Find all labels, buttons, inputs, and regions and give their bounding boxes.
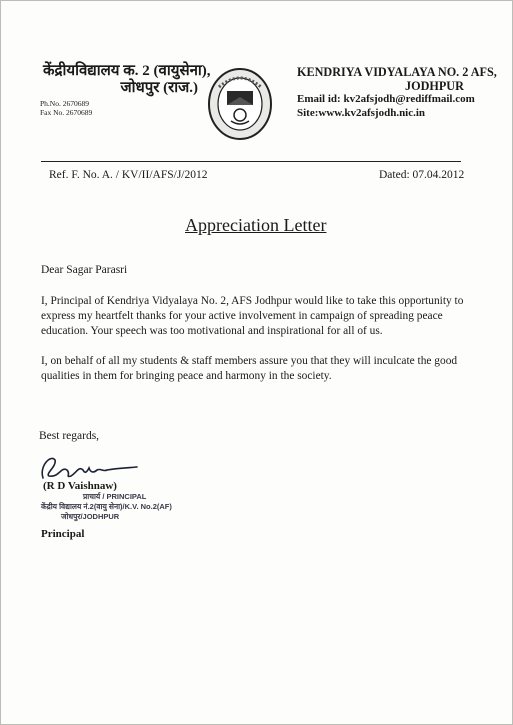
reference-number: Ref. F. No. A. / KV/II/AFS/J/2012	[49, 169, 208, 181]
signer-role: Principal	[41, 528, 85, 540]
school-name-english: KENDRIYA VIDYALAYA NO. 2 AFS,	[297, 65, 497, 79]
signer-name: (R D Vaishnaw)	[43, 480, 117, 492]
school-name-hindi-line1: केंद्रीयविद्यालय क. 2 (वायुसेना),	[43, 63, 211, 79]
stamp-line-2: केंद्रीय विद्यालय नं.2(वायु सेना)/K.V. No.2(AF)	[41, 502, 172, 511]
school-name-hindi	[43, 63, 211, 97]
school-email: Email id: kv2afsjodh@rediffmail.com	[297, 93, 475, 105]
stamp-line-1: प्राचार्य / PRINCIPAL	[83, 492, 147, 501]
letter-date: Dated: 07.04.2012	[379, 169, 465, 181]
body-paragraph-1: I, Principal of Kendriya Vidyalaya No. 2, AFS Jodhpur would like to take this opportunity to express my heartfelt thanks for your active involvement in campaign of spreading peace education. Your speech was too motivational and inspirational for all of us.	[41, 295, 464, 337]
phone-number: Ph.No. 2670689	[40, 99, 89, 108]
closing: Best regards,	[39, 430, 100, 442]
principal-stamp	[41, 490, 191, 530]
body-paragraph-2: I, on behalf of all my students & staff members assure you that they will inculcate the good qualities in them for bringing peace and harmony in the society.	[41, 355, 458, 382]
header-divider	[41, 161, 461, 162]
school-city: JODHPUR	[405, 79, 464, 93]
fax-number: Fax No. 2670689	[40, 108, 93, 117]
school-emblem-icon	[207, 67, 273, 141]
contact-numbers	[40, 99, 92, 117]
letter-title: Appreciation Letter	[185, 215, 327, 235]
stamp-line-3: जोधपुर/JODHPUR	[61, 512, 120, 521]
salutation: Dear Sagar Parasri	[41, 264, 128, 276]
school-name-hindi-line2: जोधपुर (राज.)	[120, 80, 198, 96]
school-website: Site:www.kv2afsjodh.nic.in	[297, 107, 426, 119]
